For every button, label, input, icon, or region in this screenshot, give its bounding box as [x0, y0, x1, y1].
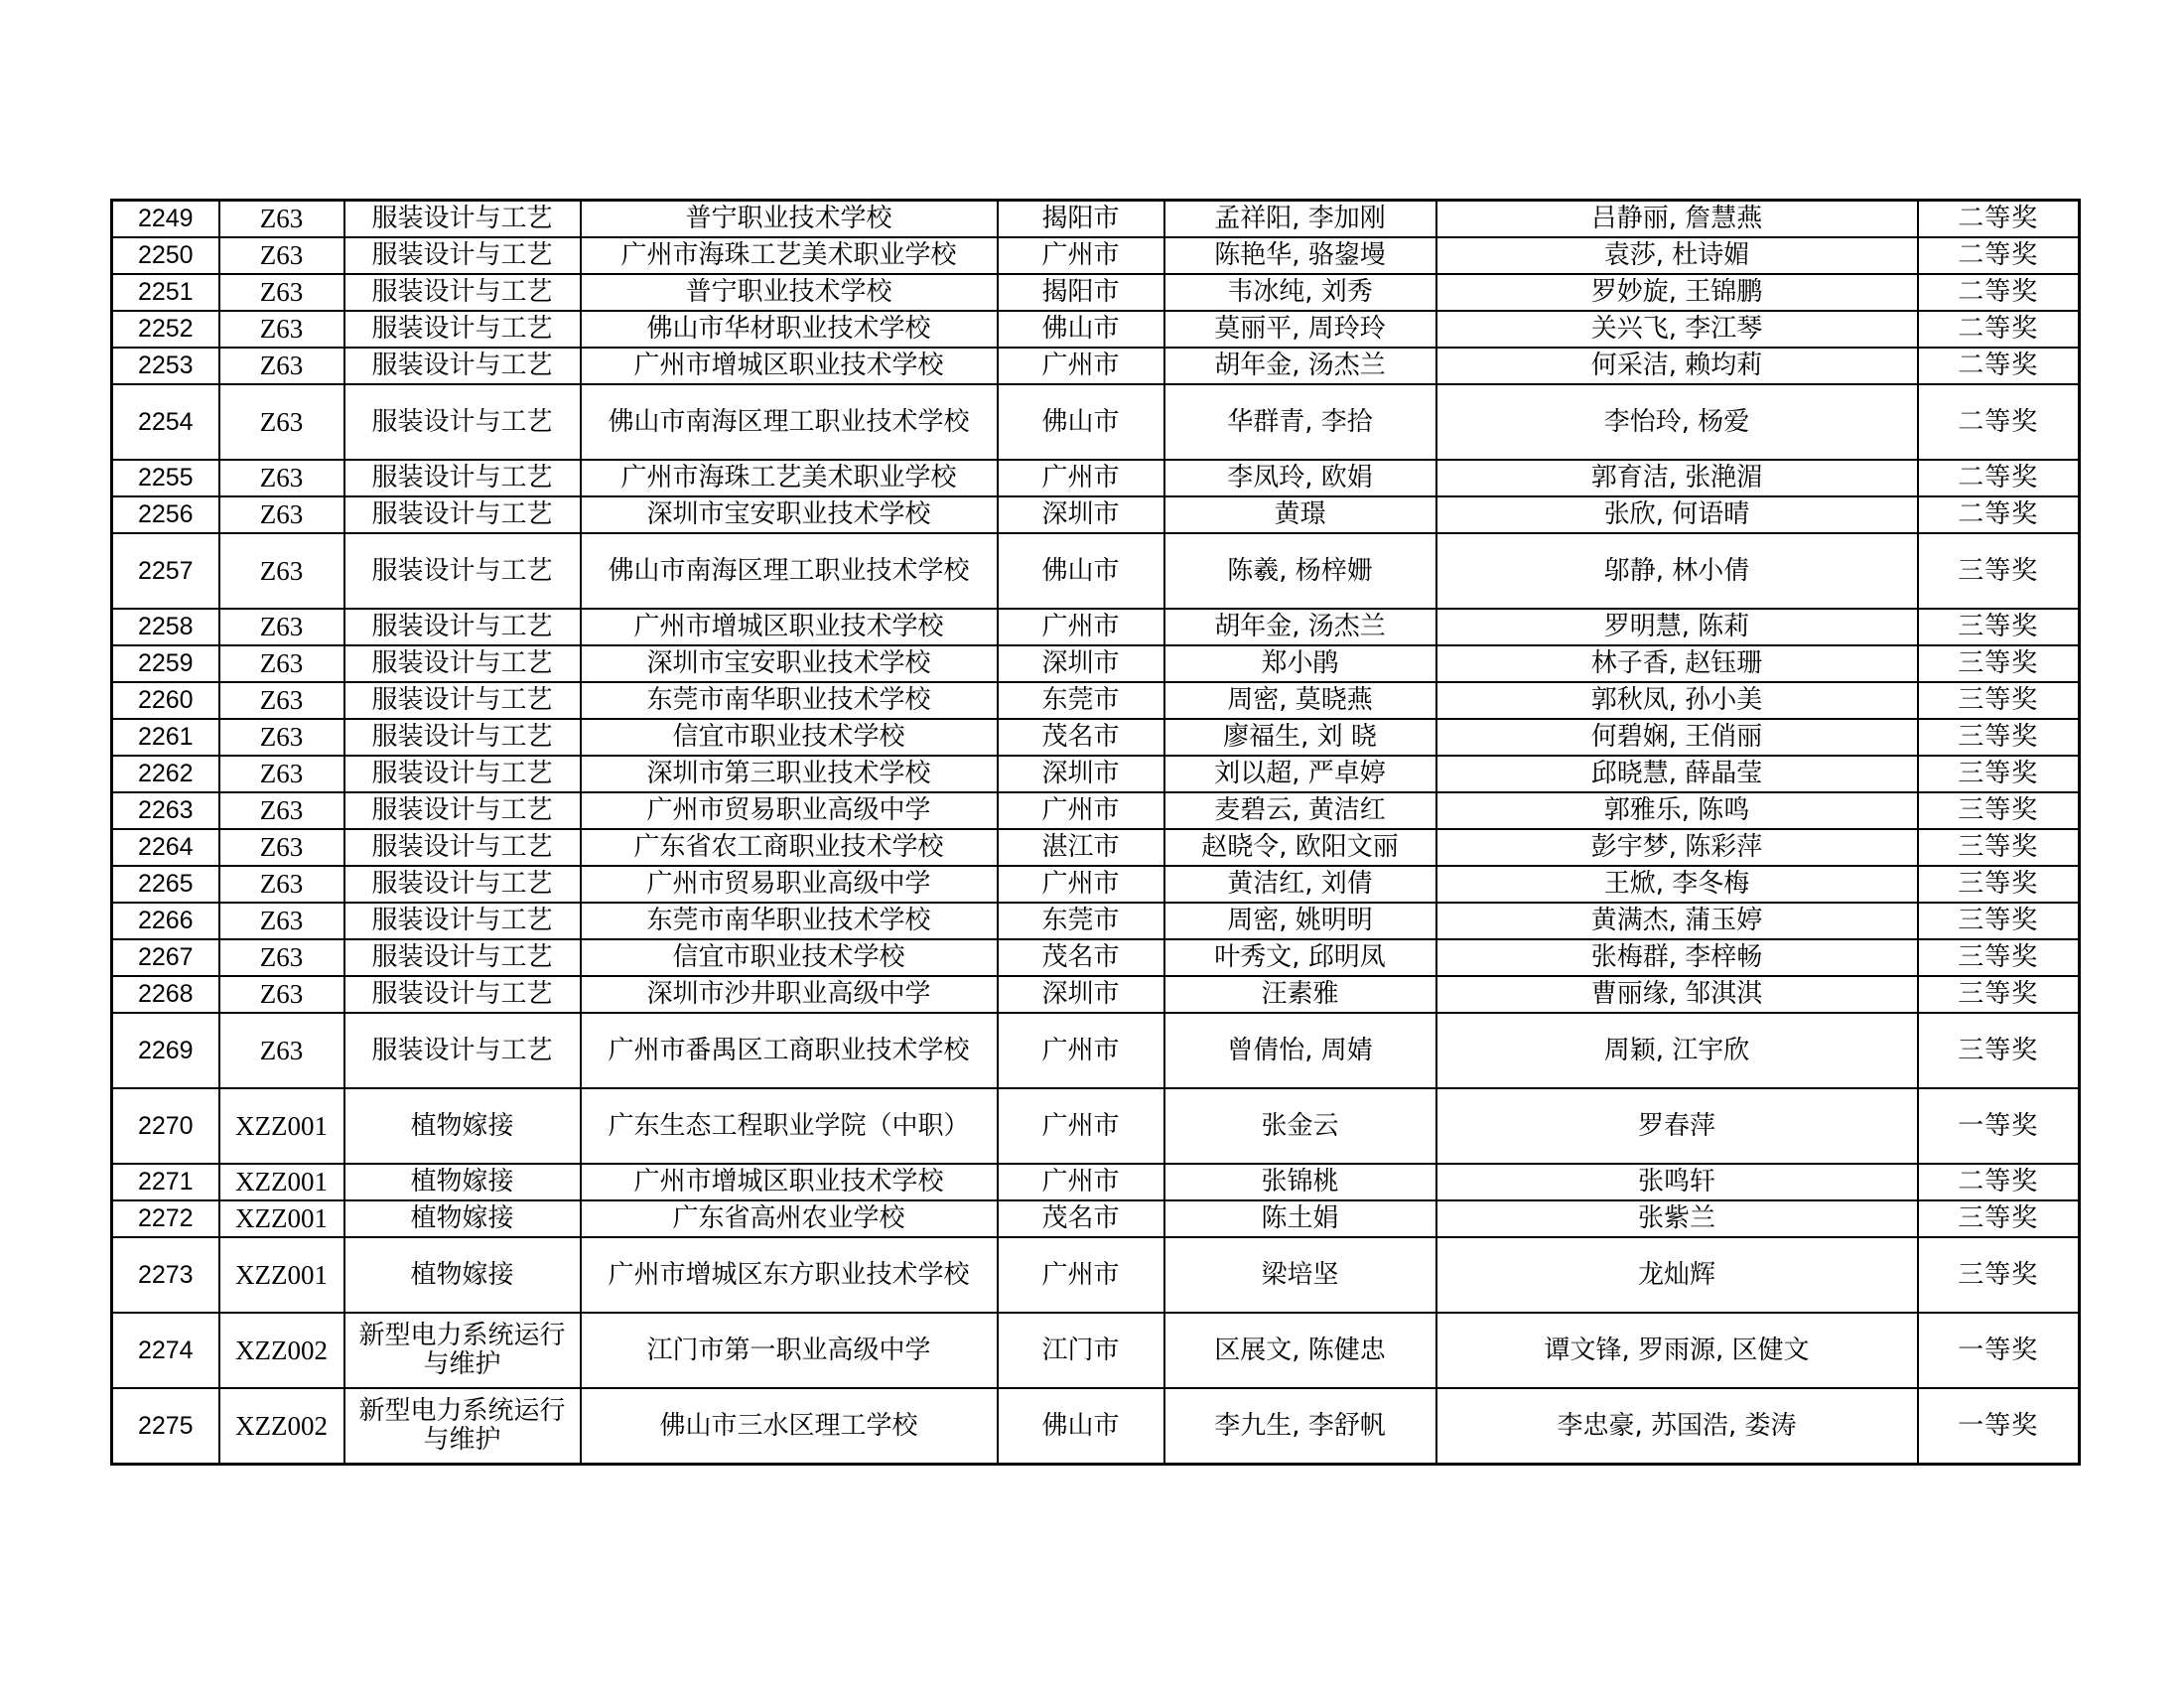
- project-code-cell: Z63: [219, 682, 344, 719]
- students-cell: 王焮, 李冬梅: [1436, 866, 1918, 903]
- project-name-cell: 服装设计与工艺: [344, 829, 581, 866]
- school-name-cell: 江门市第一职业高级中学: [581, 1313, 998, 1388]
- project-name-cell: 服装设计与工艺: [344, 609, 581, 645]
- instructors-cell: 郑小鹃: [1164, 645, 1436, 682]
- city-name-cell: 揭阳市: [998, 201, 1164, 238]
- project-name-cell: 服装设计与工艺: [344, 311, 581, 348]
- award-level-cell: 三等奖: [1918, 829, 2080, 866]
- city-name-cell: 深圳市: [998, 496, 1164, 533]
- instructors-cell: 刘以超, 严卓婷: [1164, 756, 1436, 792]
- award-level-cell: 三等奖: [1918, 719, 2080, 756]
- project-code-cell: XZZ001: [219, 1088, 344, 1164]
- row-number-cell: 2254: [112, 384, 219, 460]
- project-code-cell: Z63: [219, 460, 344, 496]
- project-code-cell: Z63: [219, 496, 344, 533]
- table-row: [112, 460, 2080, 496]
- award-level-cell: 三等奖: [1918, 645, 2080, 682]
- city-name-cell: 东莞市: [998, 682, 1164, 719]
- city-name-cell: 广州市: [998, 866, 1164, 903]
- row-number-cell: 2274: [112, 1313, 219, 1388]
- row-number-cell: 2264: [112, 829, 219, 866]
- row-number-cell: 2258: [112, 609, 219, 645]
- project-code-cell: Z63: [219, 609, 344, 645]
- project-name-cell: 植物嫁接: [344, 1164, 581, 1200]
- instructors-cell: 华群青, 李拾: [1164, 384, 1436, 460]
- city-name-cell: 广州市: [998, 237, 1164, 274]
- students-cell: 邱晓慧, 薛晶莹: [1436, 756, 1918, 792]
- city-name-cell: 广州市: [998, 792, 1164, 829]
- award-level-cell: 三等奖: [1918, 792, 2080, 829]
- school-name-cell: 广州市增城区东方职业技术学校: [581, 1237, 998, 1313]
- students-cell: 邬静, 林小倩: [1436, 533, 1918, 609]
- row-number-cell: 2268: [112, 976, 219, 1013]
- students-cell: 龙灿辉: [1436, 1237, 1918, 1313]
- award-level-cell: 三等奖: [1918, 756, 2080, 792]
- project-code-cell: Z63: [219, 829, 344, 866]
- project-name-cell: 服装设计与工艺: [344, 384, 581, 460]
- award-level-cell: 二等奖: [1918, 1164, 2080, 1200]
- instructors-cell: 张锦桃: [1164, 1164, 1436, 1200]
- students-cell: 张欣, 何语晴: [1436, 496, 1918, 533]
- award-level-cell: 二等奖: [1918, 311, 2080, 348]
- instructors-cell: 黄洁红, 刘倩: [1164, 866, 1436, 903]
- table-row: [112, 1200, 2080, 1237]
- project-code-cell: Z63: [219, 1013, 344, 1088]
- row-number-cell: 2266: [112, 903, 219, 939]
- students-cell: 袁莎, 杜诗媚: [1436, 237, 1918, 274]
- award-level-cell: 三等奖: [1918, 533, 2080, 609]
- project-name-cell: 服装设计与工艺: [344, 866, 581, 903]
- table-row: [112, 903, 2080, 939]
- instructors-cell: 周密, 莫晓燕: [1164, 682, 1436, 719]
- project-name-cell: 服装设计与工艺: [344, 533, 581, 609]
- project-name-cell: 服装设计与工艺: [344, 237, 581, 274]
- students-cell: 张梅群, 李梓畅: [1436, 939, 1918, 976]
- instructors-cell: 麦碧云, 黄洁红: [1164, 792, 1436, 829]
- project-name-cell: 服装设计与工艺: [344, 496, 581, 533]
- school-name-cell: 东莞市南华职业技术学校: [581, 682, 998, 719]
- table-row: [112, 201, 2080, 238]
- project-code-cell: Z63: [219, 311, 344, 348]
- table-row: [112, 274, 2080, 311]
- row-number-cell: 2267: [112, 939, 219, 976]
- school-name-cell: 广东省高州农业学校: [581, 1200, 998, 1237]
- project-code-cell: Z63: [219, 201, 344, 238]
- table-row: [112, 1313, 2080, 1388]
- students-cell: 吕静丽, 詹慧燕: [1436, 201, 1918, 238]
- row-number-cell: 2250: [112, 237, 219, 274]
- table-row: [112, 609, 2080, 645]
- row-number-cell: 2272: [112, 1200, 219, 1237]
- table-row: [112, 866, 2080, 903]
- school-name-cell: 广州市增城区职业技术学校: [581, 1164, 998, 1200]
- award-level-cell: 三等奖: [1918, 1013, 2080, 1088]
- city-name-cell: 东莞市: [998, 903, 1164, 939]
- students-cell: 黄满杰, 蒲玉婷: [1436, 903, 1918, 939]
- table-body: [112, 201, 2080, 1465]
- school-name-cell: 佛山市南海区理工职业技术学校: [581, 384, 998, 460]
- row-number-cell: 2256: [112, 496, 219, 533]
- school-name-cell: 信宜市职业技术学校: [581, 939, 998, 976]
- school-name-cell: 普宁职业技术学校: [581, 274, 998, 311]
- instructors-cell: 叶秀文, 邱明凤: [1164, 939, 1436, 976]
- city-name-cell: 佛山市: [998, 533, 1164, 609]
- row-number-cell: 2249: [112, 201, 219, 238]
- project-code-cell: Z63: [219, 756, 344, 792]
- instructors-cell: 曾倩怡, 周婧: [1164, 1013, 1436, 1088]
- award-level-cell: 二等奖: [1918, 274, 2080, 311]
- row-number-cell: 2255: [112, 460, 219, 496]
- school-name-cell: 佛山市华材职业技术学校: [581, 311, 998, 348]
- school-name-cell: 佛山市南海区理工职业技术学校: [581, 533, 998, 609]
- city-name-cell: 湛江市: [998, 829, 1164, 866]
- award-level-cell: 二等奖: [1918, 237, 2080, 274]
- award-level-cell: 三等奖: [1918, 976, 2080, 1013]
- city-name-cell: 广州市: [998, 1088, 1164, 1164]
- project-code-cell: XZZ001: [219, 1164, 344, 1200]
- row-number-cell: 2263: [112, 792, 219, 829]
- project-code-cell: XZZ002: [219, 1313, 344, 1388]
- instructors-cell: 李九生, 李舒帆: [1164, 1388, 1436, 1465]
- award-level-cell: 三等奖: [1918, 1237, 2080, 1313]
- table-row: [112, 1164, 2080, 1200]
- table-row: [112, 939, 2080, 976]
- project-name-cell: 植物嫁接: [344, 1088, 581, 1164]
- table-row: [112, 1088, 2080, 1164]
- city-name-cell: 深圳市: [998, 976, 1164, 1013]
- project-name-cell: 服装设计与工艺: [344, 792, 581, 829]
- school-name-cell: 广州市番禺区工商职业技术学校: [581, 1013, 998, 1088]
- city-name-cell: 广州市: [998, 348, 1164, 384]
- table-row: [112, 719, 2080, 756]
- table-row: [112, 533, 2080, 609]
- project-code-cell: Z63: [219, 792, 344, 829]
- project-code-cell: Z63: [219, 533, 344, 609]
- project-name-cell: 服装设计与工艺: [344, 719, 581, 756]
- instructors-cell: 张金云: [1164, 1088, 1436, 1164]
- row-number-cell: 2253: [112, 348, 219, 384]
- school-name-cell: 广东生态工程职业学院（中职）: [581, 1088, 998, 1164]
- award-level-cell: 三等奖: [1918, 1200, 2080, 1237]
- students-cell: 郭育洁, 张滟湄: [1436, 460, 1918, 496]
- school-name-cell: 佛山市三水区理工学校: [581, 1388, 998, 1465]
- students-cell: 郭雅乐, 陈鸣: [1436, 792, 1918, 829]
- project-code-cell: Z63: [219, 237, 344, 274]
- students-cell: 何采洁, 赖均莉: [1436, 348, 1918, 384]
- instructors-cell: 李凤玲, 欧娟: [1164, 460, 1436, 496]
- project-code-cell: Z63: [219, 866, 344, 903]
- row-number-cell: 2273: [112, 1237, 219, 1313]
- project-code-cell: Z63: [219, 719, 344, 756]
- project-code-cell: Z63: [219, 939, 344, 976]
- award-level-cell: 二等奖: [1918, 496, 2080, 533]
- city-name-cell: 茂名市: [998, 719, 1164, 756]
- project-name-cell: 服装设计与工艺: [344, 682, 581, 719]
- city-name-cell: 广州市: [998, 1013, 1164, 1088]
- instructors-cell: 陈土娟: [1164, 1200, 1436, 1237]
- students-cell: 罗春萍: [1436, 1088, 1918, 1164]
- school-name-cell: 信宜市职业技术学校: [581, 719, 998, 756]
- project-name-cell: 服装设计与工艺: [344, 976, 581, 1013]
- project-code-cell: XZZ002: [219, 1388, 344, 1465]
- table-row: [112, 237, 2080, 274]
- school-name-cell: 广州市海珠工艺美术职业学校: [581, 460, 998, 496]
- row-number-cell: 2275: [112, 1388, 219, 1465]
- project-name-cell: 服装设计与工艺: [344, 274, 581, 311]
- instructors-cell: 陈羲, 杨梓姗: [1164, 533, 1436, 609]
- instructors-cell: 陈艳华, 骆鋆墁: [1164, 237, 1436, 274]
- instructors-cell: 黄璟: [1164, 496, 1436, 533]
- students-cell: 李怡玲, 杨爱: [1436, 384, 1918, 460]
- project-code-cell: Z63: [219, 384, 344, 460]
- school-name-cell: 深圳市宝安职业技术学校: [581, 645, 998, 682]
- table-row: [112, 384, 2080, 460]
- city-name-cell: 江门市: [998, 1313, 1164, 1388]
- instructors-cell: 区展文, 陈健忠: [1164, 1313, 1436, 1388]
- students-cell: 关兴飞, 李江琴: [1436, 311, 1918, 348]
- city-name-cell: 广州市: [998, 1164, 1164, 1200]
- row-number-cell: 2265: [112, 866, 219, 903]
- table-row: [112, 792, 2080, 829]
- table-row: [112, 348, 2080, 384]
- award-level-cell: 二等奖: [1918, 201, 2080, 238]
- city-name-cell: 广州市: [998, 1237, 1164, 1313]
- row-number-cell: 2262: [112, 756, 219, 792]
- school-name-cell: 广州市增城区职业技术学校: [581, 609, 998, 645]
- school-name-cell: 广州市海珠工艺美术职业学校: [581, 237, 998, 274]
- instructors-cell: 韦冰纯, 刘秀: [1164, 274, 1436, 311]
- students-cell: 郭秋凤, 孙小美: [1436, 682, 1918, 719]
- students-cell: 李忠豪, 苏国浩, 娄涛: [1436, 1388, 1918, 1465]
- students-cell: 罗妙旋, 王锦鹏: [1436, 274, 1918, 311]
- project-name-cell: 服装设计与工艺: [344, 756, 581, 792]
- project-name-cell: 服装设计与工艺: [344, 645, 581, 682]
- city-name-cell: 深圳市: [998, 645, 1164, 682]
- students-cell: 彭宇梦, 陈彩萍: [1436, 829, 1918, 866]
- instructors-cell: 莫丽平, 周玲玲: [1164, 311, 1436, 348]
- city-name-cell: 茂名市: [998, 1200, 1164, 1237]
- project-name-cell: 植物嫁接: [344, 1237, 581, 1313]
- city-name-cell: 广州市: [998, 609, 1164, 645]
- award-level-cell: 三等奖: [1918, 939, 2080, 976]
- project-name-cell: 植物嫁接: [344, 1200, 581, 1237]
- row-number-cell: 2271: [112, 1164, 219, 1200]
- instructors-cell: 孟祥阳, 李加刚: [1164, 201, 1436, 238]
- instructors-cell: 梁培坚: [1164, 1237, 1436, 1313]
- table-row: [112, 496, 2080, 533]
- table-row: [112, 976, 2080, 1013]
- table-row: [112, 645, 2080, 682]
- award-level-cell: 一等奖: [1918, 1088, 2080, 1164]
- row-number-cell: 2261: [112, 719, 219, 756]
- project-code-cell: Z63: [219, 976, 344, 1013]
- students-cell: 周颖, 江宇欣: [1436, 1013, 1918, 1088]
- students-cell: 张鸣轩: [1436, 1164, 1918, 1200]
- table-row: [112, 311, 2080, 348]
- school-name-cell: 广州市增城区职业技术学校: [581, 348, 998, 384]
- students-cell: 曹丽缘, 邹淇淇: [1436, 976, 1918, 1013]
- project-code-cell: Z63: [219, 348, 344, 384]
- table-row: [112, 1388, 2080, 1465]
- award-level-cell: 三等奖: [1918, 903, 2080, 939]
- school-name-cell: 广州市贸易职业高级中学: [581, 792, 998, 829]
- award-level-cell: 三等奖: [1918, 866, 2080, 903]
- row-number-cell: 2252: [112, 311, 219, 348]
- award-level-cell: 一等奖: [1918, 1313, 2080, 1388]
- table-row: [112, 829, 2080, 866]
- project-name-cell: 服装设计与工艺: [344, 903, 581, 939]
- students-cell: 何碧娴, 王俏丽: [1436, 719, 1918, 756]
- table-row: [112, 1013, 2080, 1088]
- award-level-cell: 二等奖: [1918, 348, 2080, 384]
- school-name-cell: 深圳市沙井职业高级中学: [581, 976, 998, 1013]
- instructors-cell: 胡年金, 汤杰兰: [1164, 609, 1436, 645]
- school-name-cell: 广州市贸易职业高级中学: [581, 866, 998, 903]
- city-name-cell: 茂名市: [998, 939, 1164, 976]
- project-name-cell: 服装设计与工艺: [344, 939, 581, 976]
- row-number-cell: 2260: [112, 682, 219, 719]
- school-name-cell: 广东省农工商职业技术学校: [581, 829, 998, 866]
- row-number-cell: 2257: [112, 533, 219, 609]
- table-row: [112, 756, 2080, 792]
- row-number-cell: 2251: [112, 274, 219, 311]
- school-name-cell: 普宁职业技术学校: [581, 201, 998, 238]
- project-code-cell: Z63: [219, 645, 344, 682]
- row-number-cell: 2270: [112, 1088, 219, 1164]
- table-row: [112, 682, 2080, 719]
- project-name-cell: 服装设计与工艺: [344, 1013, 581, 1088]
- school-name-cell: 深圳市宝安职业技术学校: [581, 496, 998, 533]
- city-name-cell: 揭阳市: [998, 274, 1164, 311]
- instructors-cell: 周密, 姚明明: [1164, 903, 1436, 939]
- project-name-cell: 新型电力系统运行与维护: [344, 1313, 581, 1388]
- award-level-cell: 一等奖: [1918, 1388, 2080, 1465]
- project-name-cell: 服装设计与工艺: [344, 460, 581, 496]
- project-code-cell: Z63: [219, 274, 344, 311]
- students-cell: 张紫兰: [1436, 1200, 1918, 1237]
- instructors-cell: 赵晓令, 欧阳文丽: [1164, 829, 1436, 866]
- project-name-cell: 服装设计与工艺: [344, 201, 581, 238]
- students-cell: 林子香, 赵钰珊: [1436, 645, 1918, 682]
- project-name-cell: 新型电力系统运行与维护: [344, 1388, 581, 1465]
- instructors-cell: 汪素雅: [1164, 976, 1436, 1013]
- city-name-cell: 佛山市: [998, 1388, 1164, 1465]
- students-cell: 罗明慧, 陈莉: [1436, 609, 1918, 645]
- award-level-cell: 二等奖: [1918, 460, 2080, 496]
- city-name-cell: 佛山市: [998, 384, 1164, 460]
- row-number-cell: 2269: [112, 1013, 219, 1088]
- instructors-cell: 廖福生, 刘 晓: [1164, 719, 1436, 756]
- project-name-cell: 服装设计与工艺: [344, 348, 581, 384]
- award-results-table: [110, 199, 2081, 1466]
- table-row: [112, 1237, 2080, 1313]
- city-name-cell: 深圳市: [998, 756, 1164, 792]
- project-code-cell: Z63: [219, 903, 344, 939]
- instructors-cell: 胡年金, 汤杰兰: [1164, 348, 1436, 384]
- award-level-cell: 三等奖: [1918, 609, 2080, 645]
- project-code-cell: XZZ001: [219, 1237, 344, 1313]
- students-cell: 谭文锋, 罗雨源, 区健文: [1436, 1313, 1918, 1388]
- award-level-cell: 二等奖: [1918, 384, 2080, 460]
- school-name-cell: 深圳市第三职业技术学校: [581, 756, 998, 792]
- city-name-cell: 佛山市: [998, 311, 1164, 348]
- project-code-cell: XZZ001: [219, 1200, 344, 1237]
- row-number-cell: 2259: [112, 645, 219, 682]
- city-name-cell: 广州市: [998, 460, 1164, 496]
- award-level-cell: 三等奖: [1918, 682, 2080, 719]
- school-name-cell: 东莞市南华职业技术学校: [581, 903, 998, 939]
